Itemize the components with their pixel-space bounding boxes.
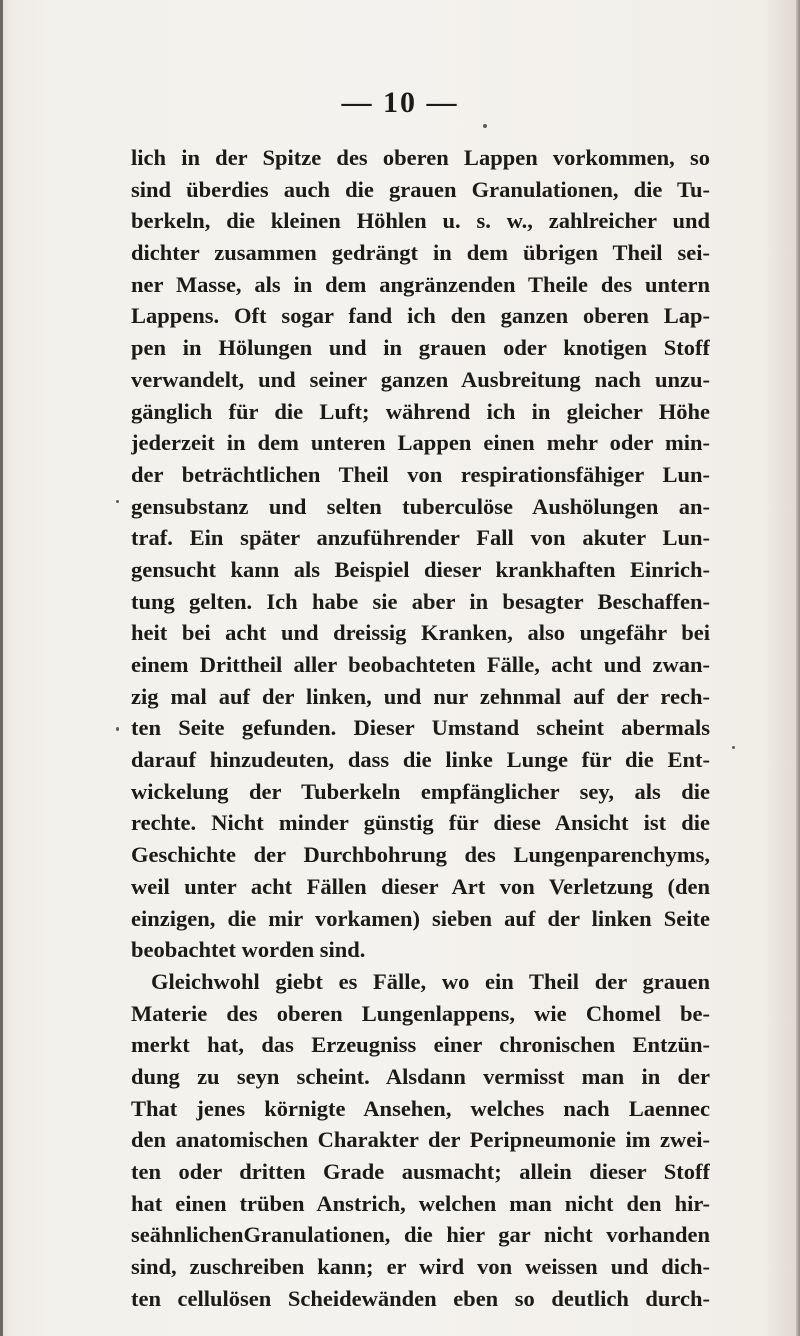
- text-line: heit bei acht und dreissig Kranken, also ungefähr bei: [131, 620, 710, 646]
- text-line: beobachtet worden sind.: [131, 937, 366, 963]
- text-line: sind, zuschreiben kann; er wird von weissen und dich-: [131, 1254, 710, 1280]
- body-text: [131, 142, 710, 1314]
- text-line: ten oder dritten Grade ausmacht; allein dieser Stoff: [131, 1159, 710, 1184]
- text-line: Materie des oberen Lungenlappens, wie Chomel be-: [131, 1000, 710, 1026]
- page-right-edge: [796, 0, 800, 1336]
- text-line: der beträchtlichen Theil von respirationsfähiger Lun-: [131, 461, 710, 487]
- text-line: sind überdies auch die grauen Granulationen, die Tu-: [131, 176, 710, 202]
- text-line: wickelung der Tuberkeln empfänglicher sey, als die: [131, 778, 710, 804]
- text-line: seähnlichenGranulationen, die hier gar nicht vorhanden: [131, 1222, 710, 1248]
- text-line: verwandelt, und seiner ganzen Ausbreitung nach unzu-: [131, 366, 710, 392]
- text-line: einem Drittheil aller beobachteten Fälle, acht und zwan-: [131, 652, 710, 677]
- ink-speck: [483, 124, 487, 128]
- page-left-edge: [0, 0, 3, 1336]
- ink-speck: [116, 500, 119, 503]
- text-line: weil unter acht Fällen dieser Art von Verletzung (den: [131, 873, 710, 899]
- text-line: tung gelten. Ich habe sie aber in besagter Beschaffen-: [131, 588, 710, 614]
- text-line: Geschichte der Durchbohrung des Lungenparenchyms,: [131, 842, 710, 868]
- text-line: jederzeit in dem unteren Lappen einen mehr oder min-: [131, 430, 710, 456]
- text-line: gensubstanz und selten tuberculöse Aushölungen an-: [131, 493, 710, 519]
- text-line: gänglich für die Luft; während ich in gleicher Höhe: [131, 398, 710, 424]
- text-line: merkt hat, das Erzeugniss einer chronischen Entzün-: [131, 1032, 710, 1058]
- page-number: — 10 —: [341, 86, 459, 119]
- text-line: lich in der Spitze des oberen Lappen vorkommen, so: [131, 145, 710, 170]
- text-line: traf. Ein später anzuführender Fall von akuter Lun-: [131, 525, 710, 551]
- text-line: zig mal auf der linken, und nur zehnmal auf der rech-: [131, 683, 710, 709]
- text-line: einzigen, die mir vorkamen) sieben auf der linken Seite: [131, 905, 710, 931]
- text-line: Gleichwohl giebt es Fälle, wo ein Theil der grauen: [151, 968, 710, 994]
- text-line: dichter zusammen gedrängt in dem übrigen Theil sei-: [131, 240, 710, 266]
- text-line: ten Seite gefunden. Dieser Umstand scheint abermals: [131, 715, 710, 741]
- text-line: Lappens. Oft sogar fand ich den ganzen oberen Lap-: [131, 303, 710, 329]
- text-line: dung zu seyn scheint. Alsdann vermisst man in der: [131, 1063, 710, 1089]
- text-line: rechte. Nicht minder günstig für diese Ansicht ist die: [131, 810, 710, 836]
- ink-speck: [732, 746, 735, 749]
- text-line: den anatomischen Charakter der Peripneumonie im zwei-: [131, 1127, 710, 1153]
- ink-speck: [116, 727, 119, 731]
- text-line: hat einen trüben Anstrich, welchen man nicht den hir-: [131, 1190, 710, 1216]
- text-line: gensucht kann als Beispiel dieser krankhaften Einrich-: [131, 556, 710, 582]
- text-line: That jenes körnigte Ansehen, welches nach Laennec: [131, 1095, 710, 1121]
- text-line: darauf hinzudeuten, dass die linke Lunge für die Ent-: [131, 747, 710, 773]
- text-line: ten cellulösen Scheidewänden eben so deutlich durch-: [131, 1285, 710, 1311]
- text-line: ner Masse, als in dem angränzenden Theile des untern: [131, 271, 710, 297]
- text-line: pen in Hölungen und in grauen oder knotigen Stoff: [131, 335, 710, 361]
- text-line: berkeln, die kleinen Höhlen u. s. w., zahlreicher und: [131, 208, 710, 234]
